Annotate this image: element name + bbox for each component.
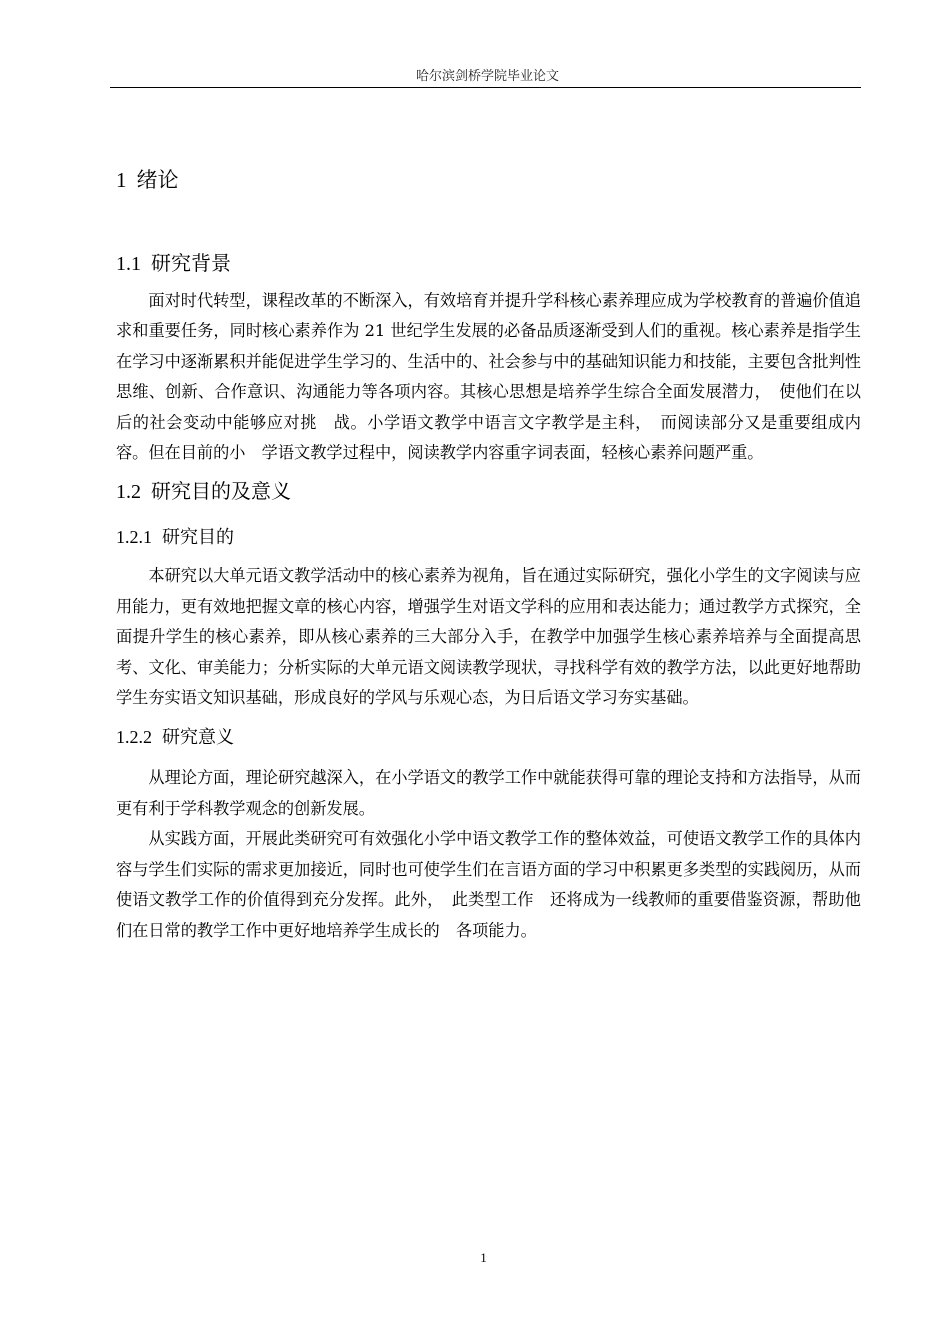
body-paragraph: 从理论方面，理论研究越深入，在小学语文的教学工作中就能获得可靠的理论支持和方法指导，从而更有利于学科教学观念的创新发展。 bbox=[116, 768, 861, 818]
subsection-heading-1-2-2 bbox=[116, 719, 861, 756]
section-number: 1.1 bbox=[116, 253, 141, 275]
page-content bbox=[116, 160, 861, 946]
subsection-number: 1.2.2 bbox=[116, 727, 152, 748]
chapter-title: 绪论 bbox=[136, 168, 179, 192]
chapter-heading bbox=[116, 160, 861, 200]
subsection-number: 1.2.1 bbox=[116, 527, 152, 548]
body-paragraph: 本研究以大单元语文教学活动中的核心素养为视角，旨在通过实际研究，强化小学生的文字阅读与应用能力，更有效地把握文章的核心内容，增强学生对语文学科的应用和表达能力；通过教学方式探究，全面提升学生的核心素养，即从核心素养的三大部分入手，在教学中加强学生核心素养培养与全面提高思考、文化、审美能力；分析实际的大单元语文阅读教学现状，寻找科学有效的教学方法，以此更好地帮助学生夯实语文知识基础，形成良好的学风与乐观心态，为日后语文学习夯实基础。 bbox=[116, 566, 861, 708]
page-number: 1 bbox=[480, 1250, 487, 1265]
subsection-title: 研究目的 bbox=[162, 527, 234, 549]
header-divider bbox=[110, 87, 861, 88]
section-title: 研究目的及意义 bbox=[151, 479, 291, 504]
subsection-heading-1-2-1 bbox=[116, 519, 861, 556]
section-heading-1-1 bbox=[116, 245, 861, 282]
section-heading-1-2 bbox=[116, 473, 861, 510]
body-paragraph: 面对时代转型，课程改革的不断深入，有效培育并提升学科核心素养理应成为学校教育的普遍价值追求和重要任务，同时核心素养作为 21 世纪学生发展的必备品质逐渐受到人们的重视。核心素养是指学生在学习中逐渐累积并能促进学生学习的、生活中的、社会参与中的基础知识能力和技能，主要包含批判性思维、创新、合作意识、沟通能力等各项内容。其核心思想是培养学生综合全面发展潜力， 使他们在以后的社会变动中能够应对挑 战。小学语文教学中语言文字教学是主科， 而阅读部分又是重要组成内容。但在目前的小 学语文教学过程中，阅读教学内容重字词表面，轻核心素养问题严重。 bbox=[116, 291, 861, 463]
chapter-number: 1 bbox=[116, 168, 127, 192]
section-number: 1.2 bbox=[116, 481, 141, 504]
subsection-title: 研究意义 bbox=[162, 727, 234, 749]
section-title: 研究背景 bbox=[151, 251, 231, 275]
running-header: 哈尔滨剑桥学院毕业论文 bbox=[415, 69, 559, 84]
body-paragraph: 从实践方面，开展此类研究可有效强化小学中语文教学工作的整体效益，可使语文教学工作的具体内容与学生们实际的需求更加接近，同时也可使学生们在言语方面的学习中积累更多类型的实践阅历，从而使语文教学工作的价值得到充分发挥。此外， 此类型工作 还将成为一线教师的重要借鉴资源，帮助他们在日常的教学工作中更好地培养学生成长的 各项能力。 bbox=[116, 829, 861, 940]
